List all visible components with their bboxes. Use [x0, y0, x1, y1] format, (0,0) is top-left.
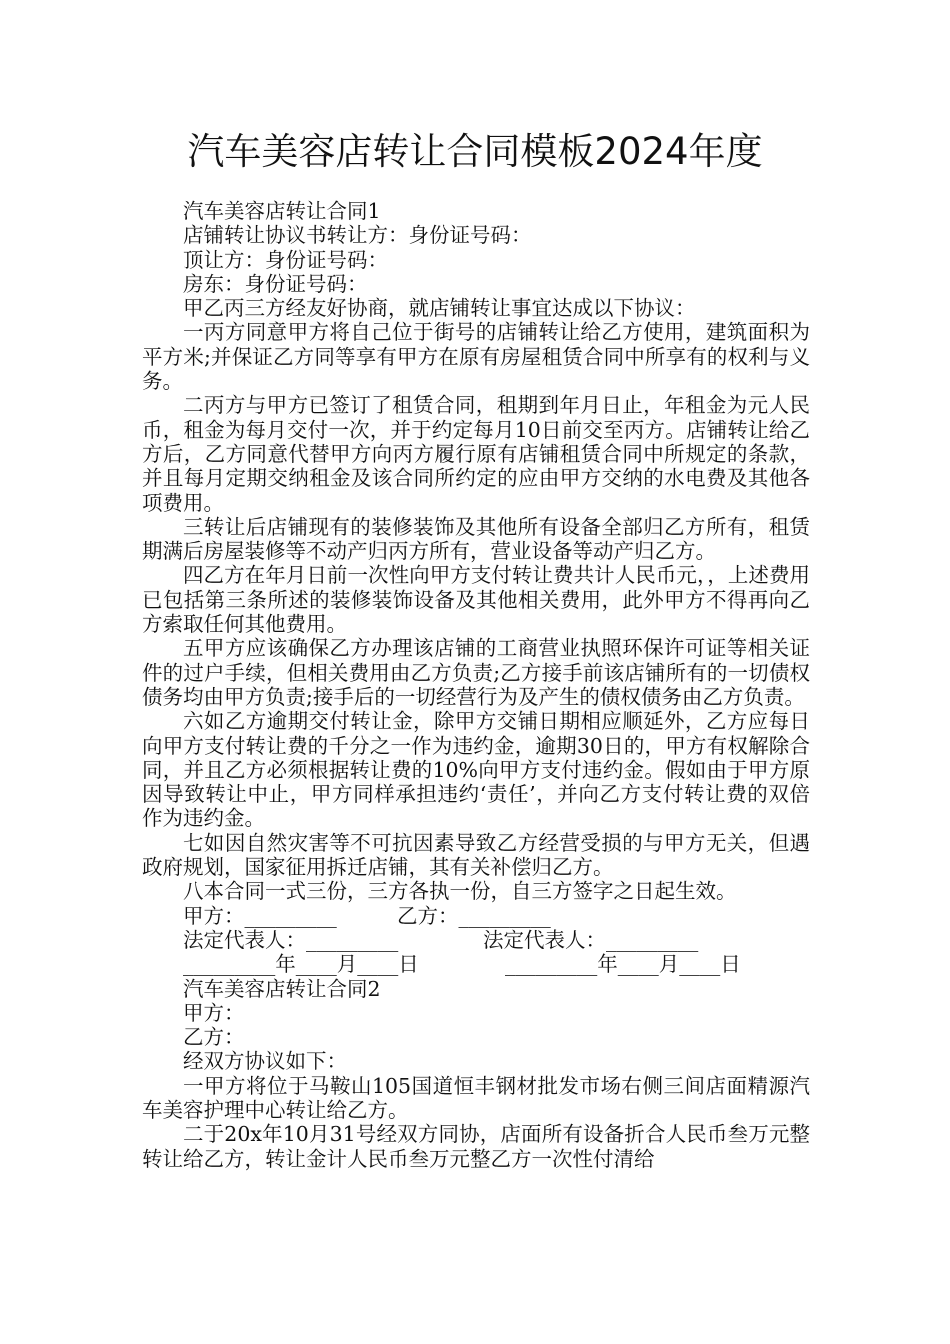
signature-rep-a: 法定代表人：_________: [183, 927, 399, 952]
clause-7: 七如因自然灾害等不可抗因素导致乙方经营受损的与甲方无关，但遇政府规划，国家征用拆迁店铺，其有关补偿归乙方。: [142, 830, 810, 880]
signature-date-b: _________年____月____日: [505, 952, 741, 977]
contract2-clause-1: 一甲方将位于马鞍山105国道恒丰钢材批发市场右侧三间店面精源汽车美容护理中心转让给乙方。: [142, 1073, 810, 1122]
clause-5: 五甲方应该确保乙方办理该店铺的工商营业执照环保许可证等相关证件的过户手续，但相关费用由乙方负责;乙方接手前该店铺所有的一切债权债务均由甲方负责;接手后的一切经营行为及产生的债权债务由乙方负责。: [142, 636, 810, 709]
party-line-transferor: 店铺转让协议书转让方：身份证号码：: [183, 223, 532, 248]
clause-6: 六如乙方逾期交付转让金，除甲方交铺日期相应顺延外，乙方应每日向甲方支付转让费的千分之一作为违约金，逾期30日的，甲方有权解除合同，并且乙方必须根据转让费的10%向甲方支付违约金。假如由于甲方原因导致转让中止，甲方同样承担违约‘责任’，并向乙方支付转让费的双倍作为违约金。: [142, 709, 810, 831]
contract2-party-a: 甲方：: [183, 1000, 245, 1025]
document-body: [142, 199, 810, 1171]
clause-3: 三转让后店铺现有的装修装饰及其他所有设备全部归乙方所有，租赁期满后房屋装修等不动产归丙方所有，营业设备等动产归乙方。: [142, 514, 810, 564]
document-title: 汽车美容店转让合同模板2024年度: [187, 130, 763, 173]
clause-8: 八本合同一式三份，三方各执一份，自三方签字之日起生效。: [183, 879, 737, 904]
contract2-clause-2: 二于20x年10月31号经双方同协，店面所有设备折合人民币叁万元整转让给乙方，转让金计人民币叁万元整乙方一次性付清给: [142, 1122, 810, 1171]
clause-1: 一丙方同意甲方将自己位于街号的店铺转让给乙方使用，建筑面积为平方米;并保证乙方同等享有甲方在原有房屋租赁合同中所享有的权利与义务。: [142, 320, 810, 394]
contract1-heading: 汽车美容店转让合同1: [183, 199, 381, 223]
clause-2: 二丙方与甲方已签订了租赁合同，租期到年月日止，年租金为元人民币，租金为每月交付一次，并于约定每月10日前交至丙方。店铺转让给乙方后，乙方同意代替甲方向丙方履行原有店铺租赁合同中所规定的条款，并且每月定期交纳租金及该合同所约定的应由甲方交纳的水电费及其他各项费用。: [142, 393, 810, 515]
contract2-party-b: 乙方：: [183, 1025, 245, 1050]
contract2-intro: 经双方协议如下：: [183, 1049, 347, 1074]
signature-date-a: _________年____月____日: [183, 952, 419, 977]
signature-party-b: 乙方：_________: [397, 903, 551, 928]
signature-rep-b: 法定代表人：_________: [483, 927, 699, 952]
signature-row-dates: [142, 952, 810, 976]
party-line-landlord: 房东：身份证号码：: [183, 271, 368, 296]
signature-party-a: 甲方：_________: [183, 903, 337, 928]
signature-row-parties: [142, 904, 810, 928]
contract1-intro: 甲乙丙三方经友好协商，就店铺转让事宜达成以下协议：: [183, 296, 696, 321]
party-line-transferee: 顶让方：身份证号码：: [183, 247, 388, 272]
clause-4: 四乙方在年月日前一次性向甲方支付转让费共计人民币元，，上述费用已包括第三条所述的装修装饰设备及其他相关费用，此外甲方不得再向乙方索取任何其他费用。: [142, 563, 810, 637]
signature-row-representatives: [142, 928, 810, 952]
contract2-heading: 汽车美容店转让合同2: [183, 976, 381, 1001]
